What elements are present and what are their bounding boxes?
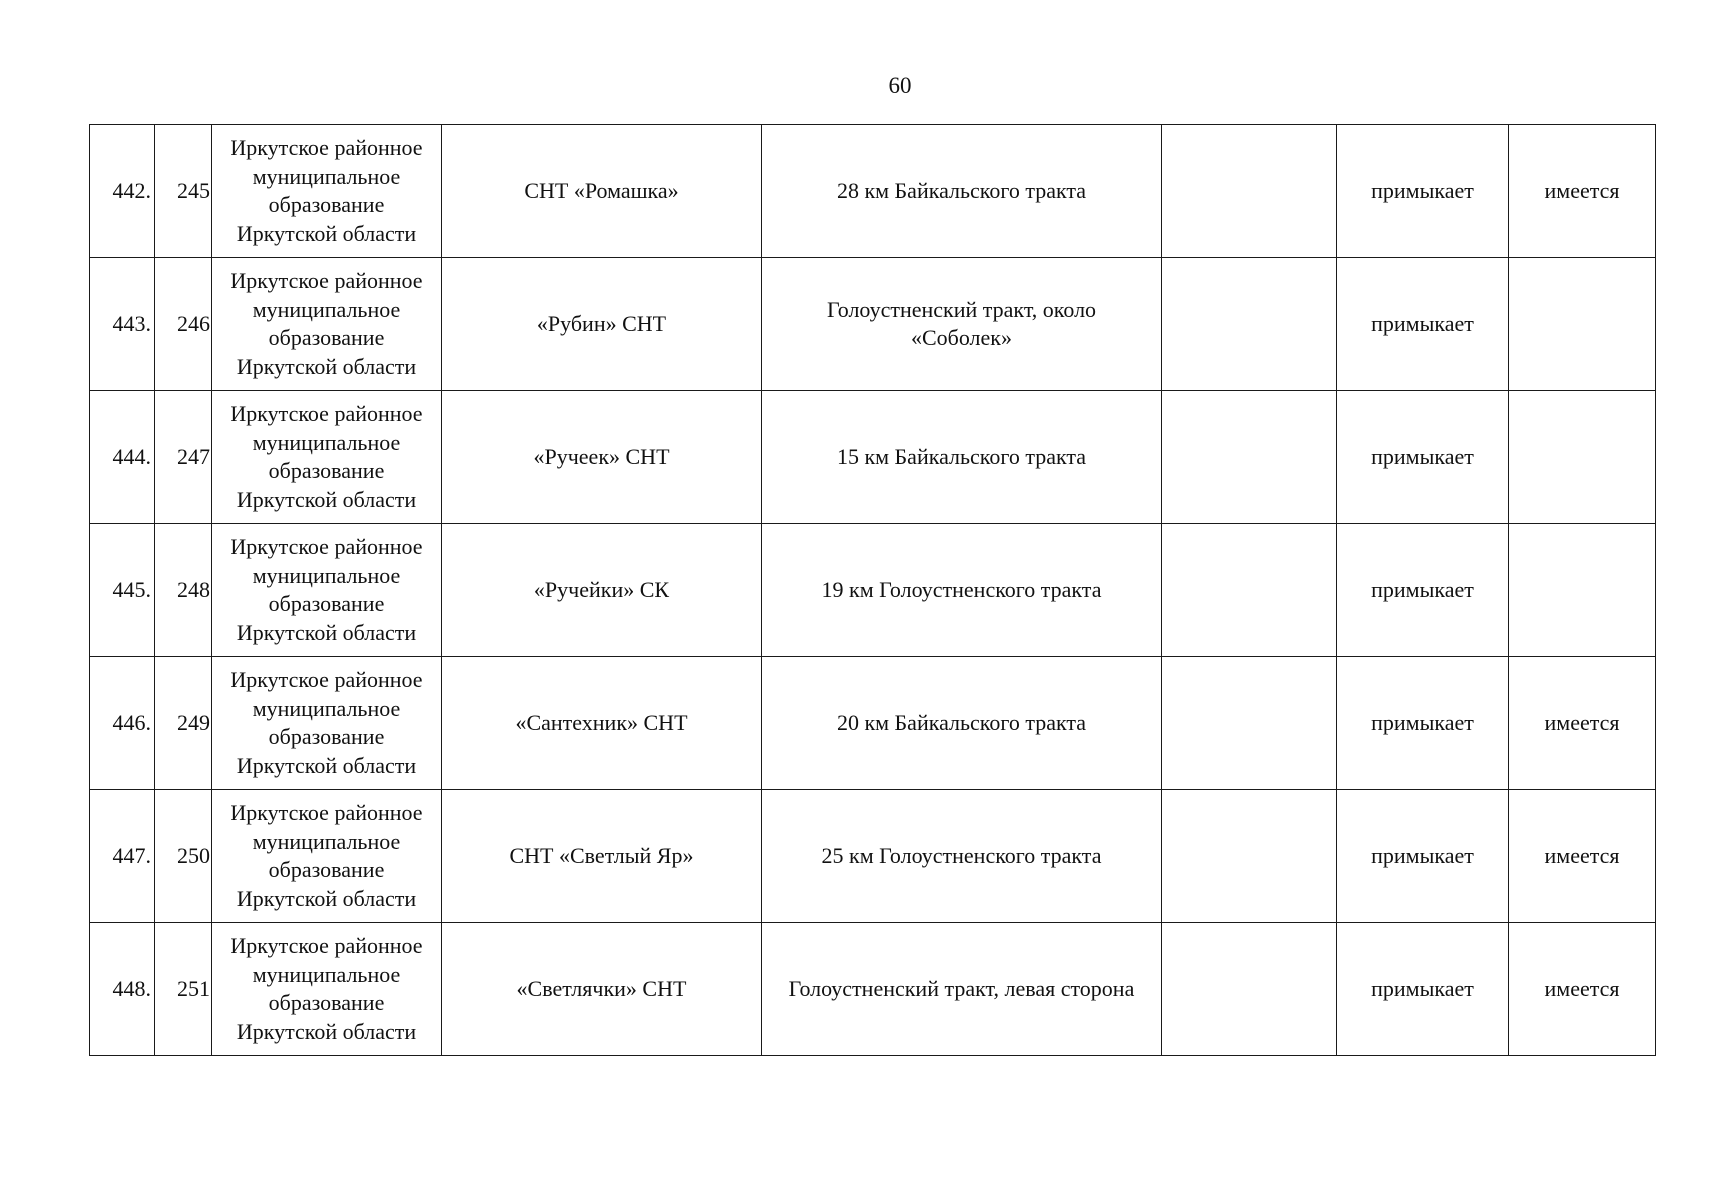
object-name: «Ручейки» СК <box>442 524 762 657</box>
owner-line: Иркутское районное <box>230 135 423 160</box>
row-number: 443. <box>90 258 155 391</box>
row-sub-number: 248 <box>155 524 212 657</box>
owner-line: Иркутской области <box>236 619 417 645</box>
owner-line: образование <box>268 990 385 1015</box>
availability-cell <box>1509 258 1656 391</box>
owner-line: образование <box>268 325 385 350</box>
adjacency-cell: примыкает <box>1337 391 1509 524</box>
location-line: «Соболек» <box>910 325 1012 350</box>
table-row <box>90 524 1656 657</box>
availability-cell: имеется <box>1509 125 1656 258</box>
location-line: Голоустненский тракт, левая сторона <box>788 975 1135 1001</box>
table-row <box>90 657 1656 790</box>
owner-line: Иркутской области <box>236 353 417 379</box>
owner-line: Иркутское районное <box>230 667 423 692</box>
adjacency-cell: примыкает <box>1337 524 1509 657</box>
table-row <box>90 391 1656 524</box>
location-cell <box>762 524 1162 657</box>
location-cell <box>762 923 1162 1056</box>
location-line: 25 км Голоустненского тракта <box>821 842 1102 868</box>
owner-line: муниципальное <box>252 961 401 987</box>
owner-line: образование <box>268 724 385 749</box>
location-cell <box>762 790 1162 923</box>
row-number: 448. <box>90 923 155 1056</box>
registry-table <box>89 124 1656 1056</box>
table-row <box>90 790 1656 923</box>
owner-line: Иркутское районное <box>230 268 423 293</box>
owner-line: муниципальное <box>252 562 401 588</box>
object-name: «Сантехник» СНТ <box>442 657 762 790</box>
owner-cell <box>212 258 442 391</box>
location-cell <box>762 391 1162 524</box>
owner-line: Иркутской области <box>236 486 417 512</box>
row-sub-number: 245 <box>155 125 212 258</box>
location-line: 15 км Байкальского тракта <box>836 443 1087 469</box>
owner-cell <box>212 657 442 790</box>
owner-cell <box>212 125 442 258</box>
availability-cell <box>1509 524 1656 657</box>
owner-line: муниципальное <box>252 163 401 189</box>
owner-line: Иркутское районное <box>230 401 423 426</box>
owner-line: Иркутское районное <box>230 800 423 825</box>
row-number: 445. <box>90 524 155 657</box>
owner-line: муниципальное <box>252 695 401 721</box>
table-row <box>90 258 1656 391</box>
availability-cell <box>1509 391 1656 524</box>
location-cell <box>762 125 1162 258</box>
availability-cell: имеется <box>1509 923 1656 1056</box>
row-sub-number: 246 <box>155 258 212 391</box>
owner-cell <box>212 524 442 657</box>
adjacency-cell: примыкает <box>1337 258 1509 391</box>
table-row <box>90 923 1656 1056</box>
adjacency-cell: примыкает <box>1337 125 1509 258</box>
empty-cell <box>1162 524 1337 657</box>
location-cell <box>762 258 1162 391</box>
object-name: «Светлячки» СНТ <box>442 923 762 1056</box>
row-sub-number: 247 <box>155 391 212 524</box>
owner-line: Иркутское районное <box>230 933 423 958</box>
availability-cell: имеется <box>1509 657 1656 790</box>
row-number: 446. <box>90 657 155 790</box>
empty-cell <box>1162 657 1337 790</box>
owner-line: Иркутской области <box>236 752 417 778</box>
object-name: «Рубин» СНТ <box>442 258 762 391</box>
owner-line: образование <box>268 192 385 217</box>
empty-cell <box>1162 790 1337 923</box>
row-sub-number: 249 <box>155 657 212 790</box>
owner-line: муниципальное <box>252 296 401 322</box>
owner-line: образование <box>268 458 385 483</box>
registry-table-body <box>90 125 1656 1056</box>
owner-line: Иркутской области <box>236 1018 417 1044</box>
location-line: 28 км Байкальского тракта <box>836 177 1087 203</box>
object-name: СНТ «Ромашка» <box>442 125 762 258</box>
location-line: 20 км Байкальского тракта <box>836 709 1087 735</box>
table-row <box>90 125 1656 258</box>
row-number: 442. <box>90 125 155 258</box>
adjacency-cell: примыкает <box>1337 790 1509 923</box>
empty-cell <box>1162 391 1337 524</box>
adjacency-cell: примыкает <box>1337 923 1509 1056</box>
owner-line: муниципальное <box>252 429 401 455</box>
owner-line: образование <box>268 591 385 616</box>
owner-cell <box>212 790 442 923</box>
owner-cell <box>212 923 442 1056</box>
owner-line: Иркутской области <box>236 885 417 911</box>
row-number: 447. <box>90 790 155 923</box>
location-line: Голоустненский тракт, около <box>826 296 1097 322</box>
row-sub-number: 251 <box>155 923 212 1056</box>
owner-line: образование <box>268 857 385 882</box>
row-sub-number: 250 <box>155 790 212 923</box>
owner-line: Иркутское районное <box>230 534 423 559</box>
location-line: 19 км Голоустненского тракта <box>821 576 1102 602</box>
page-number: 60 <box>888 73 912 98</box>
owner-line: муниципальное <box>252 828 401 854</box>
empty-cell <box>1162 258 1337 391</box>
object-name: СНТ «Светлый Яр» <box>442 790 762 923</box>
adjacency-cell: примыкает <box>1337 657 1509 790</box>
availability-cell: имеется <box>1509 790 1656 923</box>
owner-line: Иркутской области <box>236 220 417 246</box>
empty-cell <box>1162 923 1337 1056</box>
empty-cell <box>1162 125 1337 258</box>
row-number: 444. <box>90 391 155 524</box>
location-cell <box>762 657 1162 790</box>
owner-cell <box>212 391 442 524</box>
object-name: «Ручеек» СНТ <box>442 391 762 524</box>
